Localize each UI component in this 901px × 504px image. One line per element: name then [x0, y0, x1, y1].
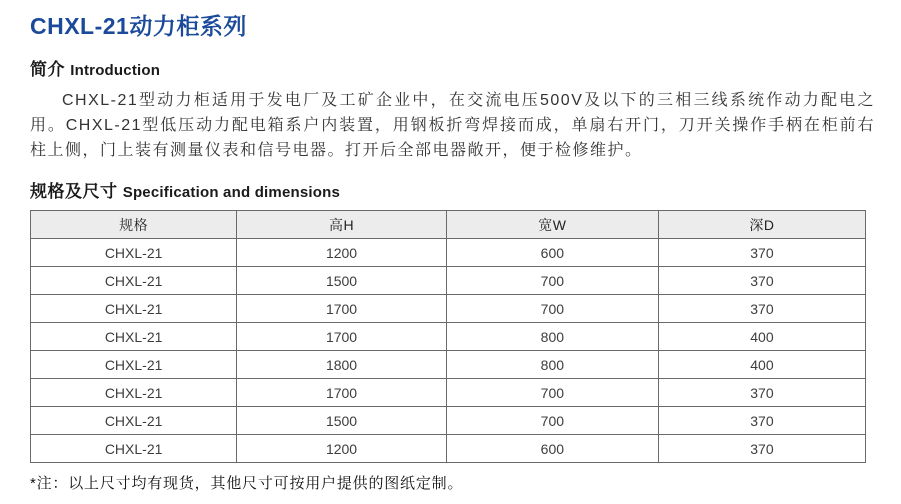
- spec-table-header-row: [31, 211, 866, 239]
- spec-table-cell: CHXL-21: [31, 407, 237, 435]
- spec-table-row: [31, 351, 866, 379]
- spec-table-cell: 600: [446, 239, 658, 267]
- page-title: CHXL-21动力柜系列: [30, 13, 247, 39]
- spec-table-cell: 400: [658, 351, 865, 379]
- spec-table-cell: 1500: [237, 407, 447, 435]
- spec-table-row: [31, 295, 866, 323]
- spec-heading-en: Specification and dimensions: [122, 184, 341, 201]
- spec-table-cell: 370: [658, 379, 865, 407]
- spec-table-cell: 700: [446, 267, 658, 295]
- spec-table: [30, 210, 866, 463]
- spec-table-cell: CHXL-21: [31, 295, 237, 323]
- spec-table-row: [31, 435, 866, 463]
- spec-table-cell: 800: [446, 323, 658, 351]
- spec-table-row: [31, 323, 866, 351]
- spec-table-row: [31, 267, 866, 295]
- intro-heading-cn: 简介: [30, 60, 65, 79]
- spec-table-column-header: 规格: [31, 211, 237, 239]
- spec-table-cell: CHXL-21: [31, 351, 237, 379]
- spec-table-column-header: 深D: [658, 211, 865, 239]
- spec-table-cell: CHXL-21: [31, 239, 237, 267]
- spec-table-cell: 800: [446, 351, 658, 379]
- spec-table-column-header: 宽W: [446, 211, 658, 239]
- spec-table-cell: CHXL-21: [31, 435, 237, 463]
- spec-table-cell: 1500: [237, 267, 447, 295]
- spec-table-cell: CHXL-21: [31, 323, 237, 351]
- spec-table-column-header: 高H: [237, 211, 447, 239]
- intro-heading-en: Introduction: [70, 62, 161, 79]
- spec-table-cell: 370: [658, 407, 865, 435]
- spec-table-cell: 370: [658, 267, 865, 295]
- spec-table-cell: CHXL-21: [31, 379, 237, 407]
- spec-table-cell: 600: [446, 435, 658, 463]
- spec-heading: [30, 177, 875, 202]
- spec-table-row: [31, 407, 866, 435]
- spec-table-cell: 1800: [237, 351, 447, 379]
- spec-table-cell: 1700: [237, 379, 447, 407]
- spec-table-cell: 1200: [237, 435, 447, 463]
- spec-table-cell: 1700: [237, 323, 447, 351]
- spec-table-cell: 370: [658, 435, 865, 463]
- spec-table-cell: 370: [658, 239, 865, 267]
- spec-table-cell: 700: [446, 379, 658, 407]
- intro-heading: [30, 55, 875, 80]
- spec-table-cell: 700: [446, 407, 658, 435]
- spec-table-cell: 1200: [237, 239, 447, 267]
- footnote: *注：以上尺寸均有现货，其他尺寸可按用户提供的图纸定制。: [30, 475, 464, 492]
- spec-table-cell: CHXL-21: [31, 267, 237, 295]
- spec-table-cell: 370: [658, 295, 865, 323]
- spec-table-row: [31, 379, 866, 407]
- spec-table-row: [31, 239, 866, 267]
- intro-paragraph: CHXL-21型动力柜适用于发电厂及工矿企业中，在交流电压500V及以下的三相三线系统作动力配电之用。CHXL-21型低压动力配电箱系户内装置，用钢板折弯焊接而成，单扇右开门，刀开关操作手柄在柜前右柱上侧，门上装有测量仪表和信号电器。打开后全部电器敞开，便于检修维护。: [30, 92, 875, 159]
- page-content: [30, 8, 875, 493]
- spec-table-cell: 700: [446, 295, 658, 323]
- spec-heading-cn: 规格及尺寸: [30, 182, 118, 201]
- spec-table-cell: 1700: [237, 295, 447, 323]
- spec-table-cell: 400: [658, 323, 865, 351]
